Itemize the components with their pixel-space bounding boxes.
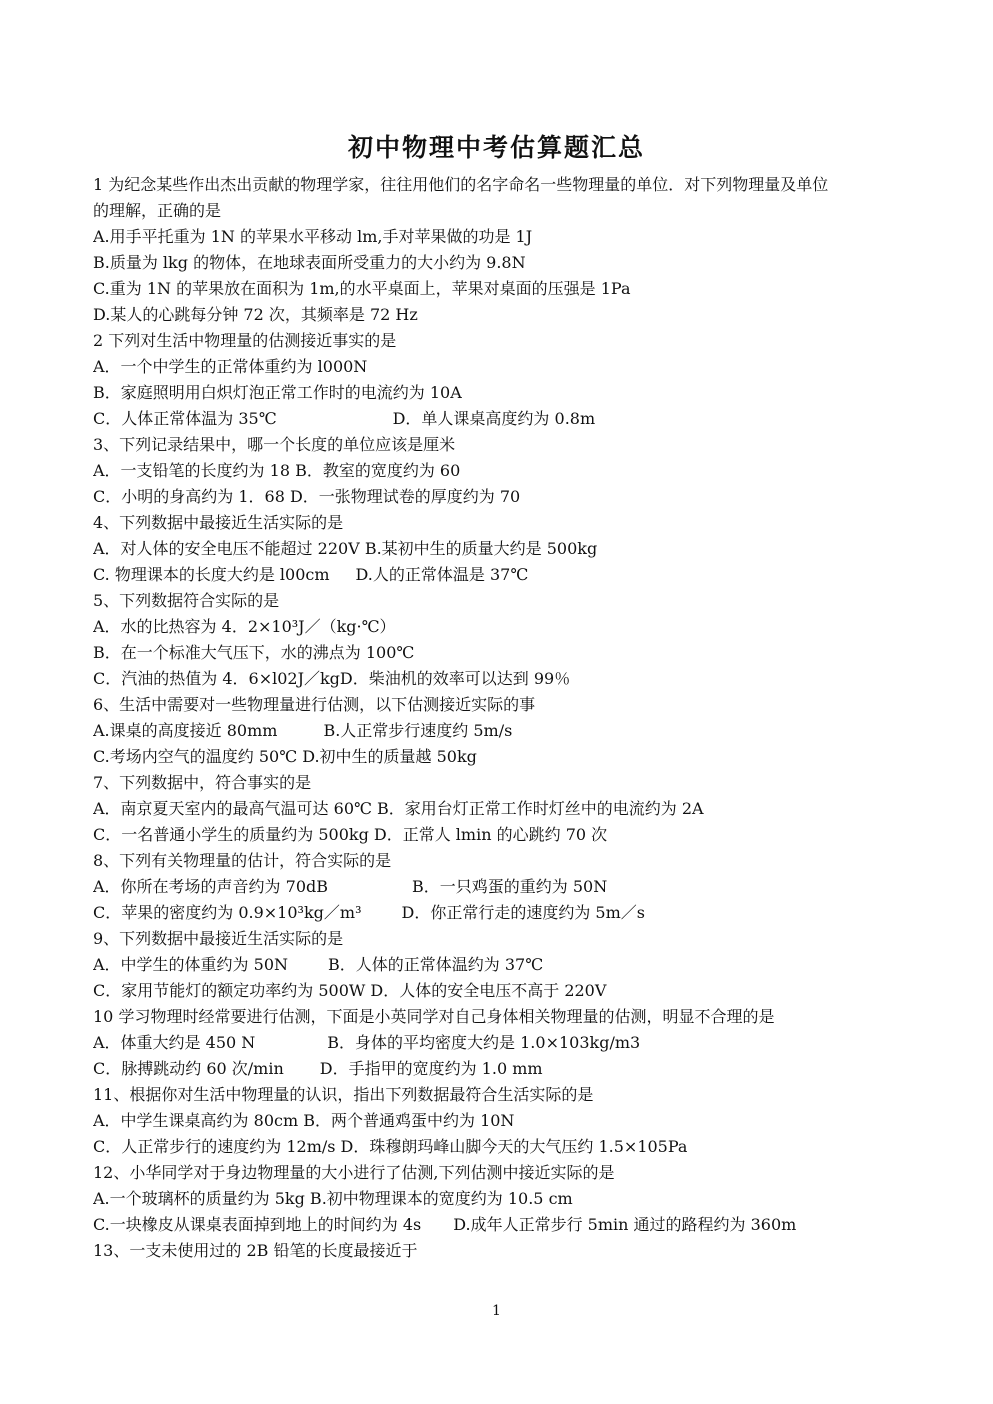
text-line: 9、下列数据中最接近生活实际的是 xyxy=(93,929,344,948)
text-line: C．汽油的热值为 4．6×l02J／kgD．柴油机的效率可以达到 99％ xyxy=(93,669,571,688)
text-line xyxy=(93,952,903,978)
option-left: A．中学生的体重约为 50N xyxy=(93,955,289,974)
text-line: C.考场内空气的温度约 50℃ D.初中生的质量越 50kg xyxy=(93,747,477,766)
text-line xyxy=(93,1056,903,1082)
page-title: 初中物理中考估算题汇总 xyxy=(347,133,645,162)
question-list xyxy=(93,172,903,1264)
text-line: C.重为 1N 的苹果放在面积为 1m,的水平桌面上，苹果对桌面的压强是 1Pa xyxy=(93,279,631,298)
option-right: D．手指甲的宽度约为 1.0 mm xyxy=(319,1059,543,1078)
text-line: A．一个中学生的正常体重约为 l000N xyxy=(93,357,368,376)
text-line: A．中学生课桌高约为 80cm B．两个普通鸡蛋中约为 10N xyxy=(93,1111,515,1130)
text-line: C．小明的身高约为 1．68 D．一张物理试卷的厚度约为 70 xyxy=(93,487,521,506)
option-right: D.成年人正常步行 5min 通过的路程约为 360m xyxy=(453,1215,797,1234)
option-right: B．一只鸡蛋的重约为 50N xyxy=(412,877,608,896)
option-left: C. 物理课本的长度大约是 l00cm xyxy=(93,565,330,584)
text-line: 8、下列有关物理量的估计，符合实际的是 xyxy=(93,851,392,870)
option-right: D．你正常行走的速度约为 5m／s xyxy=(401,903,645,922)
text-line xyxy=(93,406,903,432)
option-left: C.一块橡皮从课桌表面掉到地上的时间约为 4s xyxy=(93,1215,422,1234)
text-line: 6、生活中需要对一些物理量进行估测，以下估测接近实际的事 xyxy=(93,695,536,714)
text-line: 5、下列数据符合实际的是 xyxy=(93,591,280,610)
text-line: C．家用节能灯的额定功率约为 500W D．人体的安全电压不高于 220V xyxy=(93,981,607,1000)
text-line: B．家庭照明用白炽灯泡正常工作时的电流约为 10A xyxy=(93,383,462,402)
text-line: A．南京夏天室内的最高气温可达 60℃ B．家用台灯正常工作时灯丝中的电流约为 2A xyxy=(93,799,704,818)
text-line xyxy=(93,1030,903,1056)
text-line: 10 学习物理时经常要进行估测，下面是小英同学对自己身体相关物理量的估测，明显不合理的是 xyxy=(93,1007,775,1026)
option-right: B．人体的正常体温约为 37℃ xyxy=(328,955,544,974)
text-line: A.一个玻璃杯的质量约为 5kg B.初中物理课本的宽度约为 10.5 cm xyxy=(93,1189,573,1208)
option-left: A．体重大约是 450 N xyxy=(93,1033,256,1052)
text-line: B．在一个标准大气压下，水的沸点为 100℃ xyxy=(93,643,415,662)
option-right: B.人正常步行速度约 5m/s xyxy=(323,721,513,740)
option-right: D.人的正常体温是 37℃ xyxy=(355,565,529,584)
text-line: C．一名普通小学生的质量约为 500kg D．正常人 lmin 的心跳约 70 次 xyxy=(93,825,608,844)
text-line: A．对人体的安全电压不能超过 220V B.某初中生的质量大约是 500kg xyxy=(93,539,598,558)
option-left: A．你所在考场的声音约为 70dB xyxy=(93,877,329,896)
text-line: 7、下列数据中，符合事实的是 xyxy=(93,773,312,792)
option-left: A.课桌的高度接近 80mm xyxy=(93,721,278,740)
text-line: A．一支铅笔的长度约为 18 B．教室的宽度约为 60 xyxy=(93,461,461,480)
text-line xyxy=(93,900,903,926)
text-line xyxy=(93,718,903,744)
text-line: 4、下列数据中最接近生活实际的是 xyxy=(93,513,344,532)
text-line: C．人正常步行的速度约为 12m/s D．珠穆朗玛峰山脚今天的大气压约 1.5×105Pa xyxy=(93,1137,688,1156)
page-number: 1 xyxy=(492,1303,501,1319)
option-right: D．单人课桌高度约为 0.8m xyxy=(392,409,596,428)
text-line: B.质量为 lkg 的物体，在地球表面所受重力的大小约为 9.8N xyxy=(93,253,526,272)
text-line: 2 下列对生活中物理量的估测接近事实的是 xyxy=(93,331,397,350)
text-line: 的理解，正确的是 xyxy=(93,201,222,220)
text-line: A.用手平托重为 1N 的苹果水平移动 lm,手对苹果做的功是 1J xyxy=(93,227,533,246)
option-left: C．脉搏跳动约 60 次/min xyxy=(93,1059,284,1078)
text-line: A．水的比热容为 4．2×10³J／（kg·℃） xyxy=(93,617,396,636)
option-left: C．人体正常体温为 35℃ xyxy=(93,409,277,428)
text-line: 11、根据你对生活中物理量的认识，指出下列数据最符合生活实际的是 xyxy=(93,1085,594,1104)
text-line xyxy=(93,874,903,900)
text-line xyxy=(93,1212,903,1238)
option-right: B．身体的平均密度大约是 1.0×103kg/m3 xyxy=(327,1033,641,1052)
text-line: 12、小华同学对于身边物理量的大小进行了估测,下列估测中接近实际的是 xyxy=(93,1163,615,1182)
text-line: 13、一支未使用过的 2B 铅笔的长度最接近于 xyxy=(93,1241,418,1260)
option-left: C．苹果的密度约为 0.9×10³kg／m³ xyxy=(93,903,362,922)
text-line: 3、下列记录结果中，哪一个长度的单位应该是厘米 xyxy=(93,435,456,454)
text-line xyxy=(93,562,903,588)
text-line: D.某人的心跳每分钟 72 次，其频率是 72 Hz xyxy=(93,305,418,324)
text-line: 1 为纪念某些作出杰出贡献的物理学家，往往用他们的名字命名一些物理量的单位．对下列物理量及单位 xyxy=(93,175,829,194)
